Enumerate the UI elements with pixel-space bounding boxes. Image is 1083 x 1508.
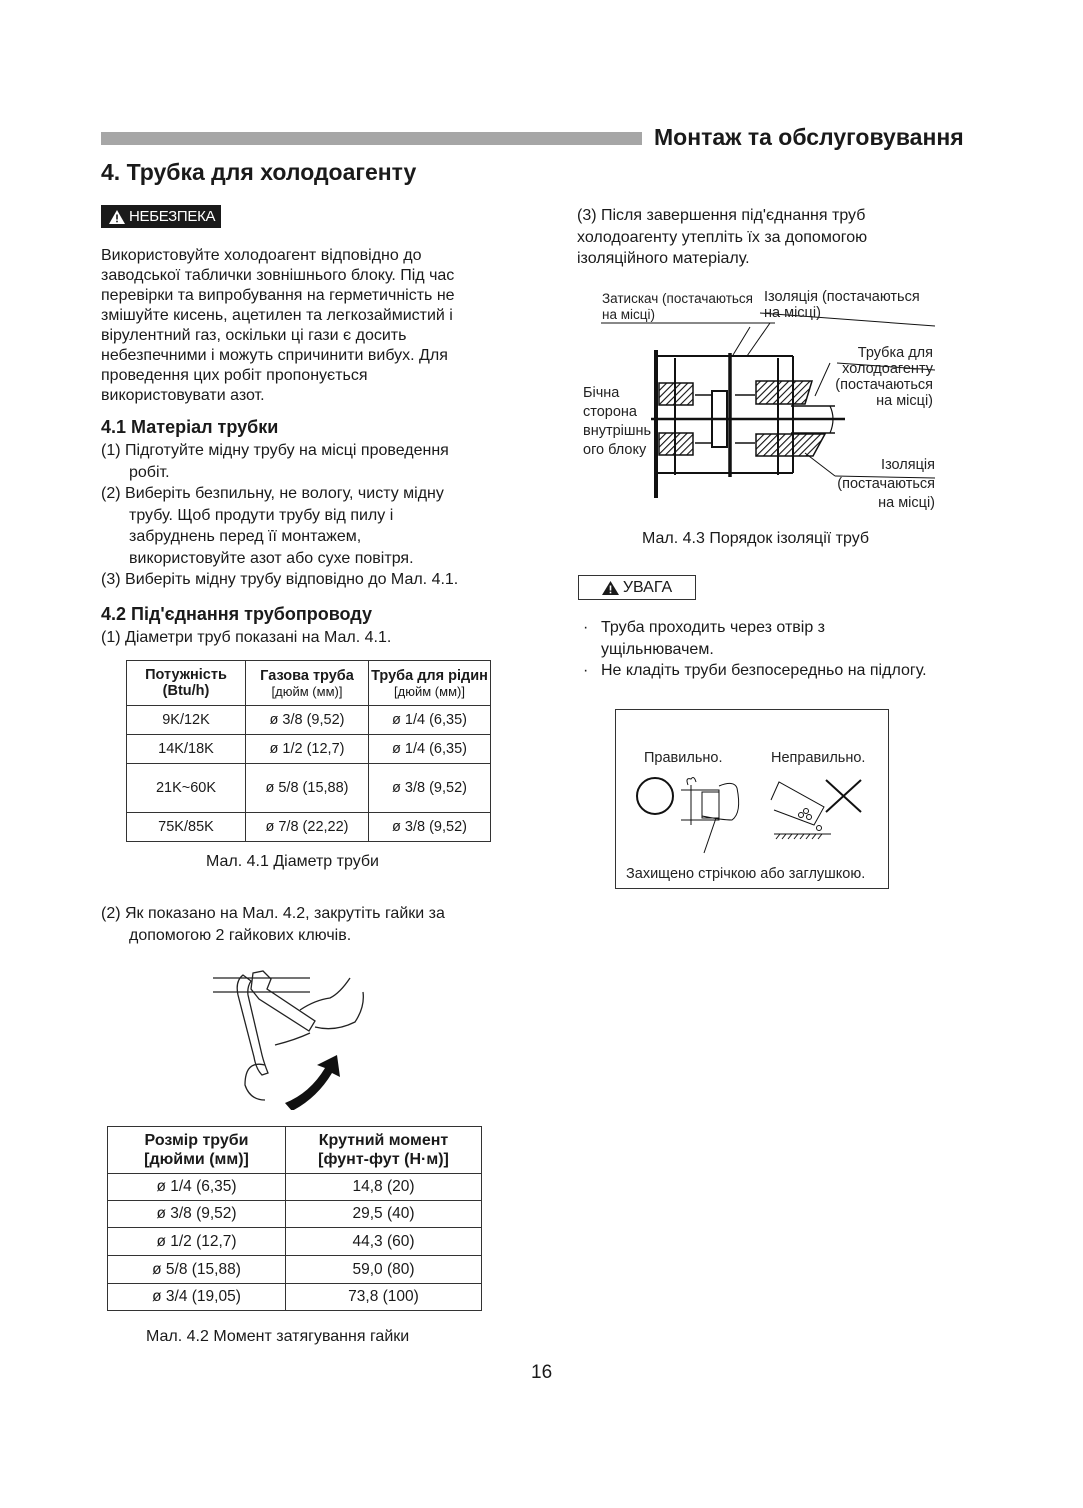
table-row [127, 735, 491, 764]
text-line: на місці) [764, 305, 821, 321]
text-line: заводської таблички зовнішнього блоку. Під час [101, 267, 455, 284]
table-header [286, 1127, 482, 1174]
figure-4-2-caption: Мал. 4.2 Момент затягування гайки [146, 1328, 410, 1345]
table-cell: 14,8 (20) [286, 1174, 482, 1201]
table-row [108, 1284, 482, 1311]
header-sub: [дюйм (мм)] [271, 683, 343, 699]
table-cell: 44,3 (60) [286, 1228, 482, 1256]
table-header [108, 1127, 286, 1174]
text-line: допомогою 2 гайкових ключів. [129, 926, 352, 944]
table-row [108, 1228, 482, 1256]
section-4-2-title: 4.2 Під'єднання трубопроводу [101, 604, 372, 624]
text-line: перевірки та випробування на герметичність не [101, 287, 455, 304]
table-row [127, 813, 491, 842]
text-line: забруднень перед її монтажем, [129, 528, 362, 545]
text-line: Виберіть мідну трубу відповідно до Мал. 4.1. [125, 571, 459, 588]
pipe-storage-drawing [616, 770, 888, 865]
text-line: проведення цих робіт пропонується [101, 367, 368, 384]
section-4-1-title: 4.1 Матеріал трубки [101, 417, 279, 437]
header-title: Труба для рідин [371, 667, 488, 684]
list-num: (3) [101, 571, 121, 588]
table-cell: ø 3/8 (9,52) [369, 813, 491, 842]
text-line: (3) Після завершення під'єднання труб [577, 207, 866, 224]
section-4-1-list [101, 440, 458, 591]
table-cell: 21K~60K [127, 764, 246, 813]
warning-triangle-icon [109, 210, 125, 224]
list-item [101, 483, 458, 505]
header-sub: [дюйм (мм)] [394, 683, 465, 699]
text-line: Ізоляція (постачаються [764, 289, 920, 305]
text-line: Бічна [583, 385, 620, 401]
text-line: Трубка для [857, 345, 933, 361]
indoor-unit-side-label [583, 384, 651, 460]
bullet-item: · Труба проходить через отвір з [583, 619, 826, 636]
pipe-diameter-table [126, 660, 491, 842]
text-line: небезпечними і можуть спричинити вибух. Для [101, 347, 448, 364]
text-line: на місці) [876, 393, 933, 409]
list-num: (2) [101, 485, 121, 502]
danger-badge [101, 205, 221, 228]
header-line: Розмір труби [144, 1132, 249, 1149]
refrigerant-pipe-label [835, 345, 933, 409]
incorrect-x-icon [826, 780, 861, 812]
pipe-storage-example-box [615, 709, 889, 889]
table-row [127, 706, 491, 735]
danger-text [101, 246, 455, 406]
table-row [108, 1256, 482, 1284]
header-bar [101, 132, 642, 145]
header-line: [дюйми (мм)] [144, 1151, 249, 1168]
text-line: Ізоляція [881, 457, 935, 473]
right-item-3 [577, 205, 867, 270]
text-line: Використовуйте холодоагент відповідно до [101, 247, 422, 264]
insulation-top-label [764, 289, 920, 321]
insulation-diagram [575, 283, 945, 518]
protection-note: Захищено стрічкою або заглушкою. [626, 866, 866, 882]
list-item [101, 569, 458, 591]
table-cell: 75K/85K [127, 813, 246, 842]
table-header [369, 661, 491, 706]
text-line: змішуйте кисень, ацетилен та легкозаймистий і [101, 307, 453, 324]
page-title: 4. Трубка для холодоагенту [101, 159, 417, 185]
text-line: (постачаються [837, 476, 935, 492]
page-number: 16 [531, 1362, 553, 1383]
text-line: внутрішнь [583, 423, 652, 439]
text-line: (постачаються [835, 377, 933, 393]
clamp-label [602, 291, 753, 323]
table-cell: ø 5/8 (15,88) [108, 1256, 286, 1284]
table-cell: ø 1/2 (12,7) [246, 735, 369, 764]
table-cell: ø 1/2 (12,7) [108, 1228, 286, 1256]
table-cell: ø 3/8 (9,52) [369, 764, 491, 813]
text-line: Виберіть безпильну, не вологу, чисту мідну [125, 485, 444, 502]
list-num: (1) [101, 442, 121, 459]
figure-4-1-caption: Мал. 4.1 Діаметр труби [206, 853, 379, 870]
table-cell: ø 5/8 (15,88) [246, 764, 369, 813]
figure-4-3-caption: Мал. 4.3 Порядок ізоляції труб [642, 530, 870, 547]
text-line: на місці) [602, 307, 655, 322]
header-sub: (Btu/h) [162, 683, 210, 699]
table-header-row [127, 661, 491, 706]
table-cell: 9K/12K [127, 706, 246, 735]
text-line: (2) Як показано на Мал. 4.2, закрутіть гайки за [101, 905, 445, 922]
text-line: робіт. [129, 463, 170, 481]
section-4-2-item-2 [101, 903, 445, 946]
table-header [127, 661, 246, 706]
text-line: холодоагенту [842, 361, 933, 377]
rotation-arrow-icon [285, 1055, 340, 1110]
table-row [127, 764, 491, 813]
table-cell: ø 7/8 (22,22) [246, 813, 369, 842]
table-cell: ø 3/8 (9,52) [246, 706, 369, 735]
text-line: Труба проходить через отвір з [601, 619, 826, 636]
torque-table [107, 1126, 482, 1311]
table-cell: ø 1/4 (6,35) [369, 706, 491, 735]
correct-circle-icon [637, 778, 673, 814]
list-item [101, 440, 458, 462]
section-header-title: Монтаж та обслуговування [654, 124, 964, 150]
table-cell: 14K/18K [127, 735, 246, 764]
header-line: Крутний момент [318, 1132, 449, 1149]
text-line: трубу. Щоб продути трубу від пилу і [129, 506, 394, 524]
attention-badge [578, 575, 696, 600]
text-line: Підготуйте мідну трубу на місці проведення [125, 442, 449, 459]
attention-bullets [583, 617, 927, 682]
section-4-2-item-1: (1) Діаметри труб показані на Мал. 4.1. [101, 629, 392, 646]
header-title: Потужність [145, 667, 227, 683]
header-line: [фунт-фут (Н·м)] [318, 1151, 449, 1168]
table-cell: 29,5 (40) [286, 1201, 482, 1228]
text-line: використовувати азот. [101, 387, 265, 404]
warning-triangle-icon [602, 581, 619, 595]
header-title: Газова труба [260, 667, 354, 684]
table-row [108, 1174, 482, 1201]
text-line: вірулентний газ, оскільки ці гази є досить [101, 327, 407, 344]
text-line: сторона [583, 404, 637, 420]
table-header [246, 661, 369, 706]
table-cell: 59,0 (80) [286, 1256, 482, 1284]
attention-label: УВАГА [622, 579, 673, 596]
table-cell: 73,8 (100) [286, 1284, 482, 1311]
danger-label: НЕБЕЗПЕКА [129, 208, 216, 225]
correct-label: Правильно. [644, 750, 723, 766]
incorrect-label: Неправильно. [771, 750, 866, 766]
bullet-item: · Не кладіть труби безпосередньо на підлогу. [583, 662, 927, 679]
insulation-bottom-label [837, 456, 935, 513]
text-line: ущільнювачем. [601, 640, 714, 658]
text-line: ого блоку [583, 442, 647, 458]
text-line: використовуйте азот або сухе повітря. [129, 549, 414, 567]
table-header-row [108, 1127, 482, 1174]
wrench-tightening-illustration [205, 965, 375, 1110]
table-cell: ø 3/8 (9,52) [108, 1201, 286, 1228]
table-cell: ø 3/4 (19,05) [108, 1284, 286, 1311]
table-cell: ø 1/4 (6,35) [108, 1174, 286, 1201]
text-line: ізоляційного матеріалу. [577, 250, 750, 267]
text-line: холодоагенту утепліть їх за допомогою [577, 228, 868, 246]
table-cell: ø 1/4 (6,35) [369, 735, 491, 764]
table-row [108, 1201, 482, 1228]
text-line: Затискач (постачаються [602, 291, 753, 306]
text-line: на місці) [878, 495, 935, 511]
text-line: Не кладіть труби безпосередньо на підлогу. [601, 662, 927, 679]
